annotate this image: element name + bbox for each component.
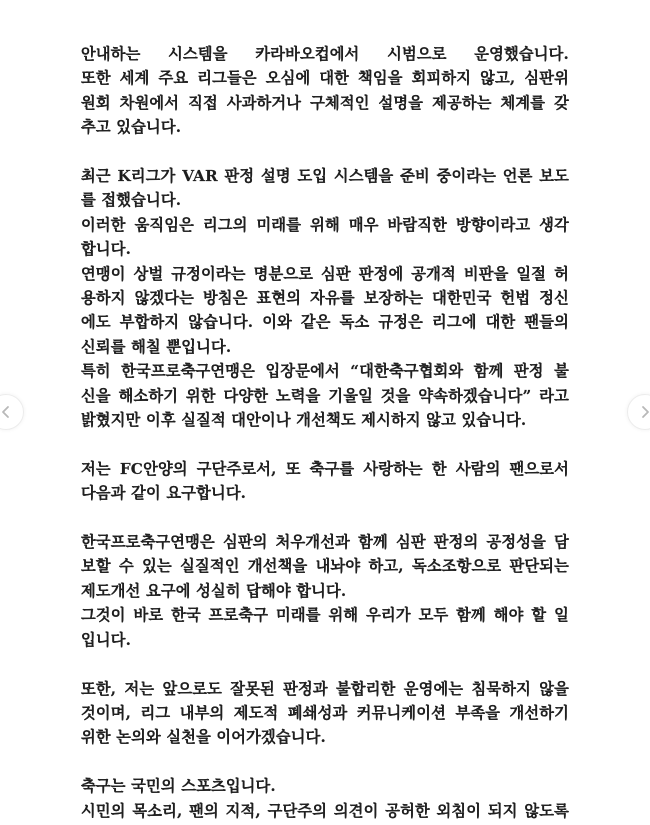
text-line: 에도 부합하지 않습니다. 이와 같은 독소 규정은 리그에 대한 팬들의 (81, 313, 569, 332)
paragraph-national-sport (81, 774, 569, 823)
text-line: 한국프로축구연맹은 심판의 처우개선과 함께 심판 판정의 공정성을 담 (81, 533, 569, 552)
text-line: 제도개선 요구에 성실히 답해야 합니다. (81, 581, 347, 600)
text-line: 신을 해소하기 위한 다양한 노력을 기울일 것을 약속하겠습니다” 라고 (81, 386, 569, 405)
paragraph-kleague-var (81, 164, 569, 432)
text-line: 입니다. (81, 630, 132, 649)
paragraph-commitment (81, 677, 569, 750)
text-line: 시민의 목소리, 팬의 지적, 구단주의 의견이 공허한 외침이 되지 않도록 (81, 801, 569, 820)
document-page (60, 0, 590, 825)
previous-image-button[interactable] (0, 394, 24, 430)
text-line: 또한 세계 주요 리그들은 오심에 대한 책임을 회피하지 않고, 심판위 (81, 69, 569, 88)
text-line: 용하지 않겠다는 방침은 표현의 자유를 보장하는 대한민국 헌법 정신 (81, 289, 569, 308)
text-line: 밝혔지만 이후 실질적 대안이나 개선책도 제시하지 않고 있습니다. (81, 411, 527, 430)
text-line: 신뢰를 해칠 뿐입니다. (81, 337, 232, 356)
text-line: 특히 한국프로축구연맹은 입장문에서 “대한축구협회와 함께 판정 불 (81, 362, 569, 381)
text-line: 위한 논의와 실천을 이어가겠습니다. (81, 728, 327, 747)
paragraph-owner-demand (81, 457, 569, 506)
text-line: 안내하는 시스템을 카라바오컵에서 시범으로 운영했습니다. (81, 45, 569, 63)
chevron-left-icon (0, 405, 13, 419)
next-image-button[interactable] (627, 394, 650, 430)
text-line: 보할 수 있는 실질적인 개선책을 내놔야 하고, 독소조항으로 판단되는 (81, 557, 569, 576)
text-line: 저는 FC안양의 구단주로서, 또 축구를 사랑하는 한 사람의 팬으로서 (81, 459, 569, 478)
text-line: 추고 있습니다. (81, 118, 182, 137)
paragraph-league-reform (81, 530, 569, 652)
paragraph-gap (81, 750, 569, 774)
text-line: 합니다. (81, 240, 132, 259)
text-line: 를 접했습니다. (81, 191, 182, 210)
text-line: 축구는 국민의 스포츠입니다. (81, 777, 276, 796)
paragraph-gap (81, 506, 569, 530)
chevron-right-icon (638, 405, 650, 419)
text-line: 또한, 저는 앞으로도 잘못된 판정과 불합리한 운영에는 침묵하지 않을 (81, 679, 569, 698)
text-line: 그것이 바로 한국 프로축구 미래를 위해 우리가 모두 함께 해야 할 일 (81, 606, 569, 625)
text-line: 최근 K리그가 VAR 판정 설명 도입 시스템을 준비 중이라는 언론 보도 (81, 167, 569, 186)
paragraph-var-announcement (81, 42, 569, 140)
text-line: 것이며, 리그 내부의 제도적 폐쇄성과 커뮤니케이션 부족을 개선하기 (81, 703, 569, 722)
text-line: 원회 차원에서 직접 사과하거나 구체적인 설명을 제공하는 체계를 갖 (81, 93, 569, 112)
text-line: 다음과 같이 요구합니다. (81, 484, 247, 503)
paragraph-gap (81, 140, 569, 164)
text-line: 이러한 움직임은 리그의 미래를 위해 매우 바람직한 방향이라고 생각 (81, 215, 569, 234)
paragraph-gap (81, 652, 569, 676)
paragraph-gap (81, 432, 569, 456)
text-line: 연맹이 상벌 규정이라는 명분으로 심판 판정에 공개적 비판을 일절 허 (81, 264, 569, 283)
document-body (81, 42, 569, 823)
